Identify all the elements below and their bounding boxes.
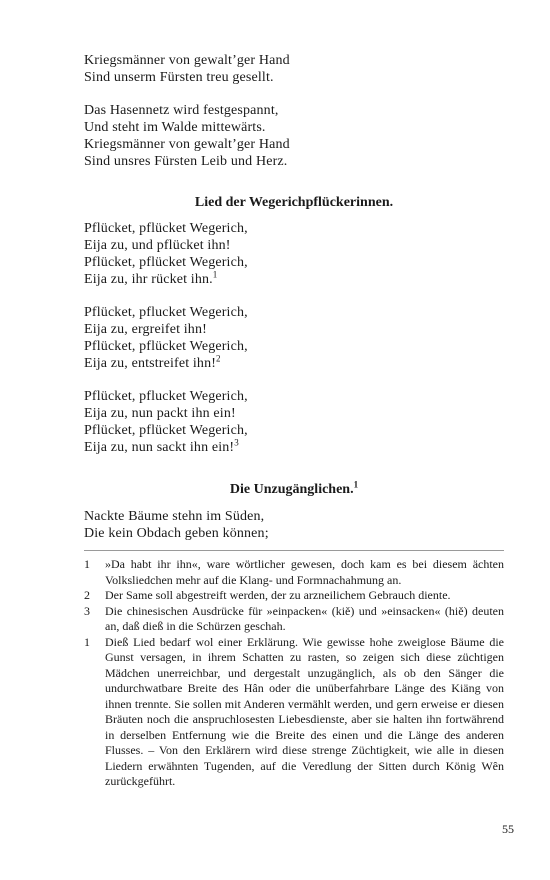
verse-line: Das Hasennetz wird festgespannt, [84,103,279,118]
verse-line: Pflücket, pflücket Wegerich, [84,255,248,270]
stanza-continued [84,52,484,86]
verse-line: Eija zu, ergreifet ihn! [84,322,207,337]
verse-line: Eija zu, nun packt ihn ein! [84,406,236,421]
stanza [84,304,484,372]
verse-line: Pflücket, pflucket Wegerich, [84,389,248,404]
footnote-text: Der Same soll abgestreift werden, der zu arzneilichem Gebrauch diente. [105,588,451,602]
footnotes [84,557,504,790]
footnote [84,557,504,588]
verse-line: Die kein Obdach geben können; [84,526,269,541]
verse-line: Pflücket, pflücket Wegerich, [84,423,248,438]
footnote-number: 3 [84,603,90,618]
footnote-number: 1 [84,634,90,649]
verse-line: Und steht im Walde mittewärts. [84,120,266,135]
verse-line: Eija zu, ihr rücket ihn.$^1$ [84,269,218,287]
verse-line: Eija zu, entstreifet ihn!$^2$ [84,353,221,371]
verse-line: Pflücket, pflücket Wegerich, [84,339,248,354]
footnote-ref[interactable]: 3 [234,437,239,448]
stanza [84,508,484,542]
verse-line: Sind unserm Fürsten treu gesellt. [84,70,274,85]
page-number: 55 [502,822,514,836]
verse-line: Kriegsmänner von gewalt’ger Hand [84,53,290,68]
footnote [84,604,504,635]
footnote-number: 2 [84,588,90,602]
verse-line: Eija zu, nun sackt ihn ein!$^3$ [84,437,239,455]
footnote-divider [84,550,504,551]
verse-line: Eija zu, und pflücket ihn! [84,238,231,253]
verse-line: Sind unsres Fürsten Leib und Herz. [84,154,288,169]
verse-line: Pflücket, pflücket Wegerich, [84,221,248,236]
stanza [84,220,484,288]
footnote-ref[interactable]: 1 [353,479,359,490]
footnote-ref[interactable]: 1 [212,269,218,280]
footnote-ref[interactable]: 2 [216,353,221,364]
stanza [84,388,484,456]
song-title: Lied der Wegerichpflückerinnen. [194,195,394,210]
footnote-text: »Da habt ihr ihn«, ware wörtlicher gewesen, doch kam es bei diesem ächten Volksliedchen mehr auf die Klang- und Formnachahmung an. [105,557,504,587]
verse-line: Nackte Bäume stehn im Süden, [84,509,265,524]
footnote-text: Die chinesischen Ausdrücke für »einpacken« (kiě) und »einsacken« (hiě) deuten an, daß dieß in die Schürzen geschah. [105,603,504,633]
verse-line: Kriegsmänner von gewalt’ger Hand [84,137,290,152]
footnote [84,588,504,604]
verse-line: Pflücket, pflucket Wegerich, [84,305,248,320]
song-title: Die Unzugänglichen.$^1$ [229,479,359,497]
stanza [84,102,484,170]
footnote [84,635,504,790]
footnote-text: Dieß Lied bedarf wol einer Erklärung. Wie gewisse hohe zweiglose Bäume die Gunst versagen, in ihrem Schatten zu rasten, so zeigen sich diese züchtigen Mädchen unerreichbar, und dergestalt unzugänglich, als ob den Sänger die undurchwatbare Breite des Hân oder die unüberfahrbare Länge des Kiäng von ihnen trennte. Sie sollen mit Anderen vermählt werden, und gern erweise er diesen Bräuten noch die anspruchlosesten Liebesdienste, aber sie halten ihn fortwährend in derselben Entfernung wie die Breite des einen und die Länge des anderen Flusses. – Von den Erklärern wird diese strenge Züchtigkeit, wie alle in diesen Liedern erwähnten Tugenden, auf die Veredlung der Sitten durch König Wên zurückgeführt. [105,634,504,788]
footnote-number: 1 [84,557,90,571]
